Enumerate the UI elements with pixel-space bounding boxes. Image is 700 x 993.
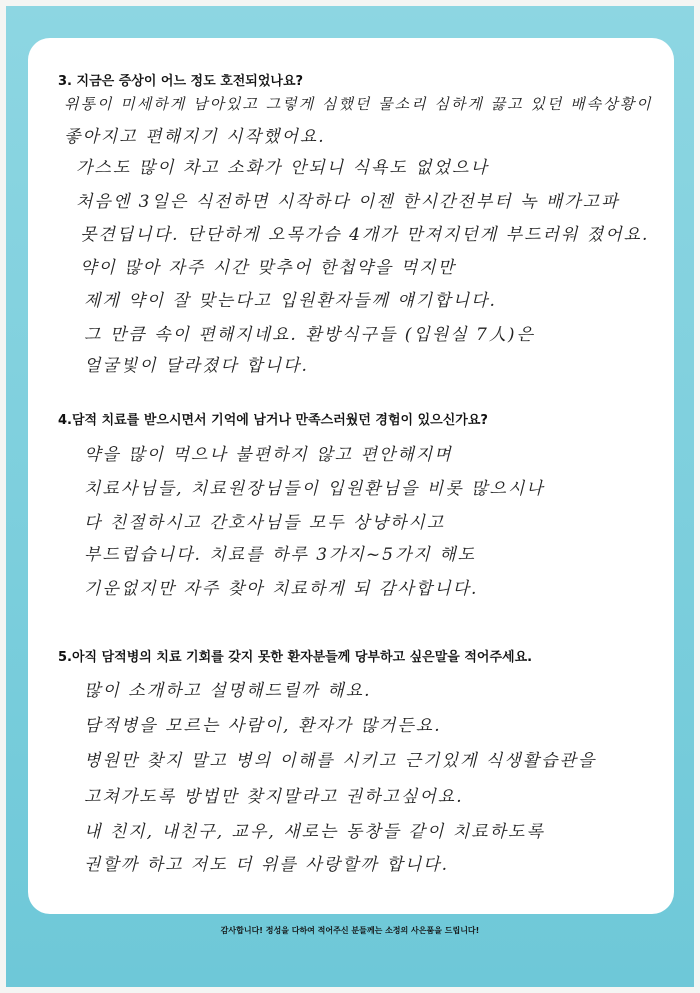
answer-3-line-6: 약이 많아 자주 시간 맞추어 한첩약을 먹지만 [80, 258, 457, 278]
footer-thanks-text: 감사합니다! 정성을 다하여 적어주신 분들께는 소정의 사은품을 드립니다! [220, 926, 480, 935]
question-3-title: 3. 지금은 증상이 어느 정도 호전되었나요? [58, 74, 304, 89]
answer-4-line-3: 다 친절하시고 간호사님들 모두 상냥하시고 [84, 513, 446, 533]
answer-4-line-2: 치료사님들, 치료원장님들이 입원환님을 비롯 많으시나 [84, 479, 545, 499]
answer-5-line-5: 내 친지, 내친구, 교우, 새로는 동창들 같이 치료하도록 [84, 822, 545, 842]
answer-3-line-5: 못견딥니다. 단단하게 오목가슴 4개가 만져지던게 부드러워 졌어요. [80, 225, 650, 245]
answer-5-line-3: 병원만 찾지 말고 병의 이해를 시키고 근기있게 식생활습관을 [84, 751, 597, 771]
form-frame [6, 6, 694, 987]
answer-5-line-4: 고쳐가도록 방법만 찾지말라고 권하고싶어요. [84, 787, 464, 807]
answer-3-line-8: 그 만큼 속이 편해지네요. 환방식구들 (입원실 7人)은 [84, 325, 535, 345]
answer-3-line-3: 가스도 많이 차고 소화가 안되니 식욕도 없었으나 [76, 158, 489, 178]
answer-5-line-1: 많이 소개하고 설명해드릴까 해요. [84, 681, 372, 701]
answer-3-line-9: 얼굴빛이 달라졌다 합니다. [84, 356, 309, 376]
answer-4-line-4: 부드럽습니다. 치료를 하루 3가지~5가지 해도 [84, 545, 477, 565]
answer-5-line-2: 담적병을 모르는 사람이, 환자가 많거든요. [84, 716, 442, 736]
answer-3-line-2: 좋아지고 편해지기 시작했어요. [64, 127, 326, 147]
answer-3-line-4: 처음엔 3일은 식전하면 시작하다 이젠 한시간전부터 녹 배가고파 [76, 192, 620, 212]
answer-3-line-1: 위통이 미세하게 남아있고 그렇게 심했던 물소리 심하게 끓고 있던 배속상황이 [64, 95, 653, 113]
answer-3-line-7: 제게 약이 잘 맞는다고 입원환자들께 얘기합니다. [84, 291, 497, 311]
question-4-title: 4.담적 치료를 받으시면서 기억에 남거나 만족스러웠던 경험이 있으신가요? [58, 413, 488, 428]
answer-5-line-6: 권할까 하고 저도 더 위를 사랑할까 합니다. [84, 855, 450, 875]
answer-4-line-1: 약을 많이 먹으나 불편하지 않고 편안해지며 [84, 445, 453, 465]
question-5-title: 5.아직 담적병의 치료 기회를 갖지 못한 환자분들께 당부하고 싶은말을 적어주세요. [58, 650, 533, 665]
survey-card [28, 38, 674, 914]
answer-4-line-5: 기운없지만 자주 찾아 치료하게 되 감사합니다. [84, 579, 479, 599]
